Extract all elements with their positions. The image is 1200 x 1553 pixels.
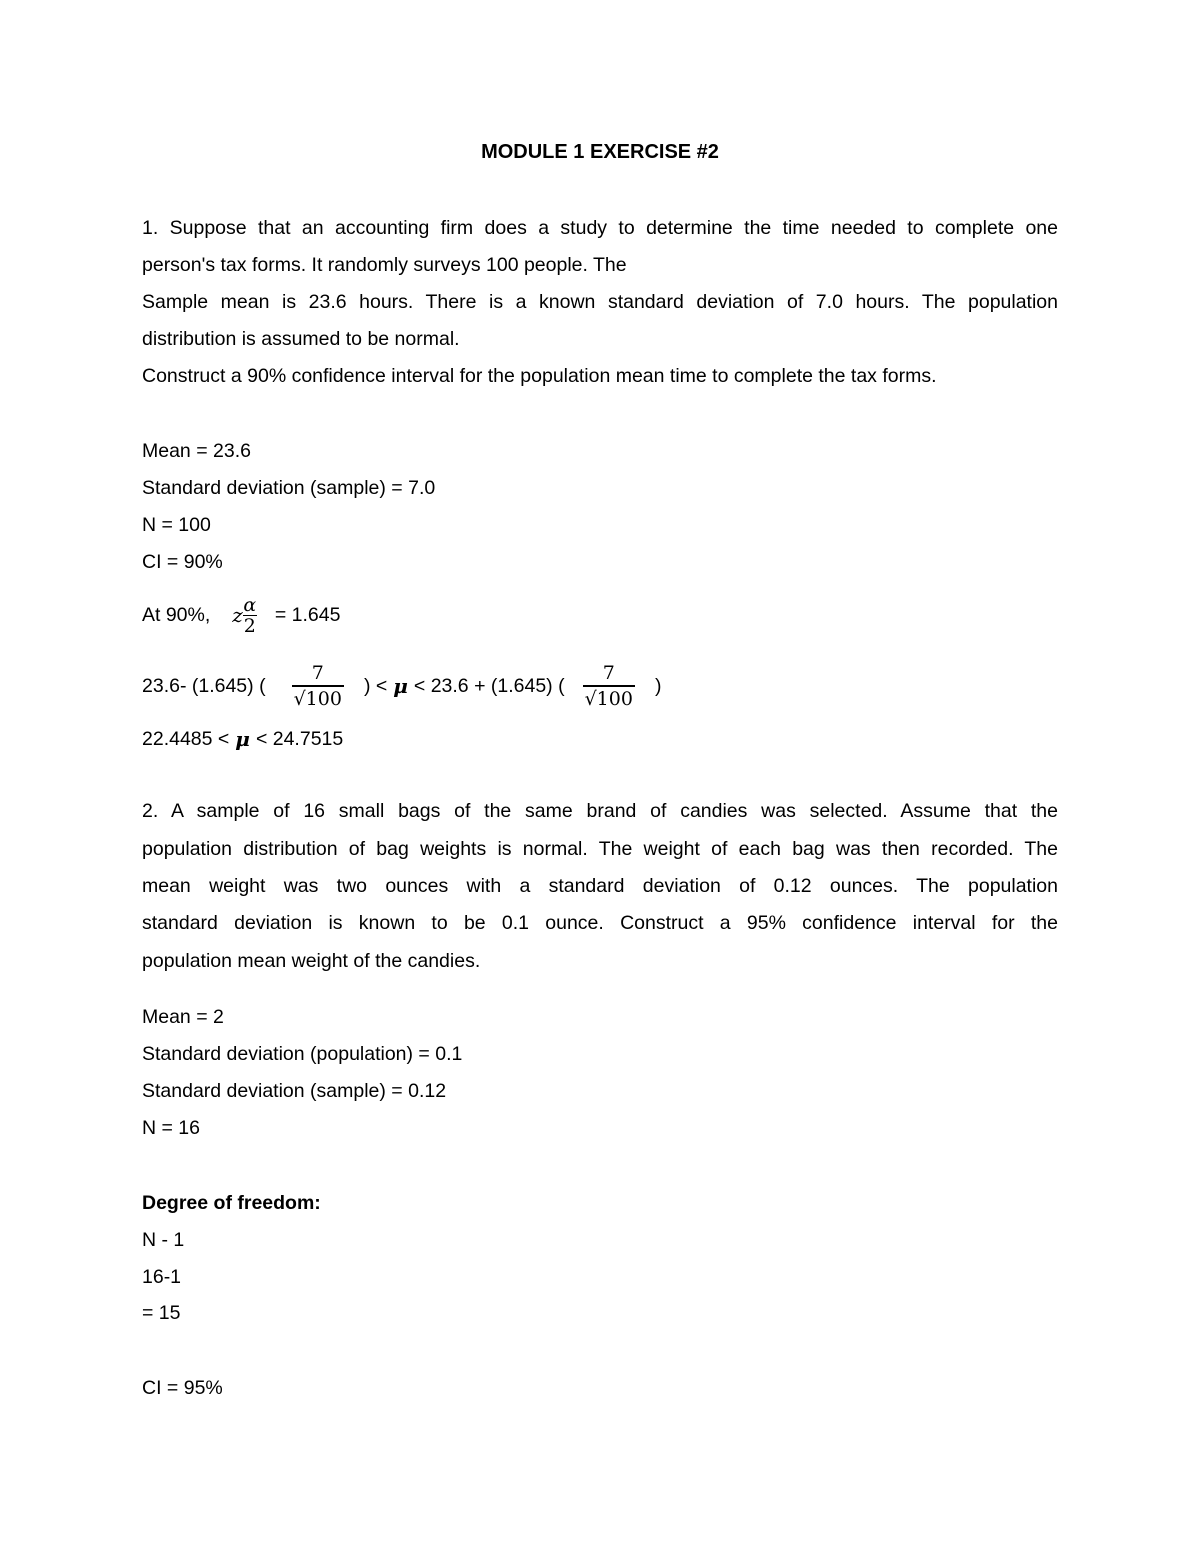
q1-text-line-2: person's tax forms. It randomly surveys 100 people. The <box>142 254 627 276</box>
frac-numerator: 7 <box>311 662 324 684</box>
frac-denominator: √100 <box>584 688 633 710</box>
q2-text-line-1: 2. A sample of 16 small bags of the same brand of candies was selected. Assume that the <box>142 800 1058 822</box>
ci-expr-part-2: ) < <box>363 674 388 697</box>
q2-text-line-3: mean weight was two ounces with a standard deviation of 0.12 ounces. The population <box>142 875 1058 897</box>
fraction-bar <box>583 685 635 687</box>
frac-denominator: √100 <box>293 688 342 710</box>
result-right: < 24.7515 <box>255 727 344 750</box>
q1-mean: Mean = 23.6 <box>142 440 251 462</box>
result-left: 22.4485 < <box>142 727 230 750</box>
page-title: MODULE 1 EXERCISE #2 <box>481 141 719 163</box>
z-value: = 1.645 <box>274 603 341 626</box>
q2-sd-population: Standard deviation (population) = 0.1 <box>142 1043 463 1065</box>
q1-sd: Standard deviation (sample) = 7.0 <box>142 477 436 499</box>
q1-at90-label: At 90%, <box>142 603 211 626</box>
q2-mean: Mean = 2 <box>142 1006 224 1028</box>
q1-text-line-3: Sample mean is 23.6 hours. There is a known standard deviation of 7.0 hours. The population <box>142 291 1058 313</box>
q2-n: N = 16 <box>142 1117 200 1139</box>
q1-text-line-5: Construct a 90% confidence interval for the population mean time to complete the tax forms. <box>142 365 937 387</box>
seven-over-root-100-right <box>581 662 637 710</box>
ci-expr-part-4: ) <box>654 674 662 697</box>
q1-ci-expression <box>142 656 661 716</box>
q1-ci: CI = 90% <box>142 551 223 573</box>
fraction-bar <box>292 685 344 687</box>
q2-text-line-4: standard deviation is known to be 0.1 ounce. Construct a 95% confidence interval for the <box>142 912 1058 934</box>
q2-dof-line-2: 16-1 <box>142 1266 182 1288</box>
alpha-over-two <box>243 595 257 636</box>
q2-dof-line-1: N - 1 <box>142 1229 185 1251</box>
mu-symbol: μ <box>393 674 408 698</box>
q1-n: N = 100 <box>142 514 211 536</box>
ci-expr-part-3: < 23.6 + (1.645) ( <box>413 674 565 697</box>
q1-z-critical <box>142 590 340 640</box>
q1-text-line-4: distribution is assumed to be normal. <box>142 328 460 350</box>
frac-numerator: 7 <box>602 662 615 684</box>
q2-dof-line-3: = 15 <box>142 1302 181 1324</box>
two-denominator: 2 <box>243 614 256 637</box>
z-symbol: z <box>232 603 243 627</box>
alpha-symbol: α <box>243 593 257 616</box>
q2-sd-sample: Standard deviation (sample) = 0.12 <box>142 1080 447 1102</box>
q2-dof-heading: Degree of freedom: <box>142 1192 321 1214</box>
q1-text-line-1: 1. Suppose that an accounting firm does a study to determine the time needed to complete one <box>142 217 1058 239</box>
q2-ci: CI = 95% <box>142 1377 223 1399</box>
ci-expr-part-1: 23.6- (1.645) ( <box>142 674 266 697</box>
seven-over-root-100-left <box>290 662 346 710</box>
q1-result <box>142 727 343 751</box>
q2-text-line-2: population distribution of bag weights is normal. The weight of each bag was then recorded. The <box>142 838 1058 860</box>
q2-text-line-5: population mean weight of the candies. <box>142 950 481 972</box>
mu-symbol: μ <box>235 727 250 751</box>
